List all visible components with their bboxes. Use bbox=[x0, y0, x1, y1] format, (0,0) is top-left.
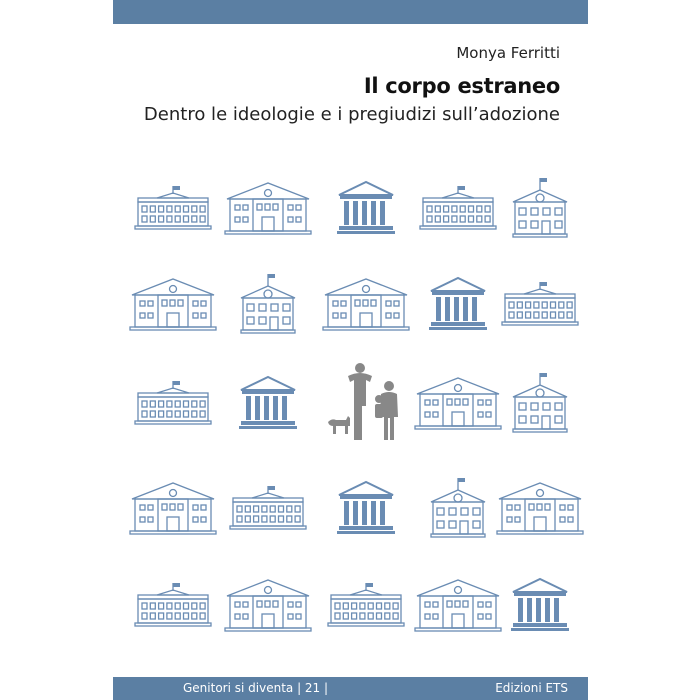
courthouse-icon bbox=[337, 179, 395, 235]
town-hall-icon bbox=[130, 479, 216, 535]
town-hall-icon bbox=[225, 179, 311, 235]
book-subtitle: Dentro le ideologie e i pregiudizi sull’adozione bbox=[143, 104, 560, 125]
building-icon-grid bbox=[113, 0, 588, 700]
author-name: Monya Ferritti bbox=[456, 44, 560, 62]
town-hall-icon bbox=[415, 576, 501, 632]
white-house-icon bbox=[502, 280, 578, 326]
book-cover bbox=[113, 0, 588, 700]
school-icon bbox=[239, 272, 297, 334]
school-icon bbox=[429, 476, 487, 538]
book-title: Il corpo estraneo bbox=[363, 74, 560, 98]
white-house-icon bbox=[135, 184, 211, 230]
town-hall-icon bbox=[130, 275, 216, 331]
town-hall-icon bbox=[323, 275, 409, 331]
courthouse-icon bbox=[511, 576, 569, 632]
bottom-color-band bbox=[113, 677, 588, 700]
courthouse-icon bbox=[337, 479, 395, 535]
courthouse-icon bbox=[239, 374, 297, 430]
courthouse-icon bbox=[429, 275, 487, 331]
town-hall-icon bbox=[497, 479, 583, 535]
white-house-icon bbox=[328, 581, 404, 627]
town-hall-icon bbox=[225, 576, 311, 632]
school-icon bbox=[511, 371, 569, 433]
white-house-icon bbox=[420, 184, 496, 230]
school-icon bbox=[511, 176, 569, 238]
series-label: Genitori si diventa | 21 | bbox=[183, 681, 329, 695]
family-icon bbox=[326, 362, 406, 442]
town-hall-icon bbox=[415, 374, 501, 430]
white-house-icon bbox=[135, 379, 211, 425]
publisher-name: Edizioni ETS bbox=[495, 681, 568, 695]
white-house-icon bbox=[230, 484, 306, 530]
white-house-icon bbox=[135, 581, 211, 627]
